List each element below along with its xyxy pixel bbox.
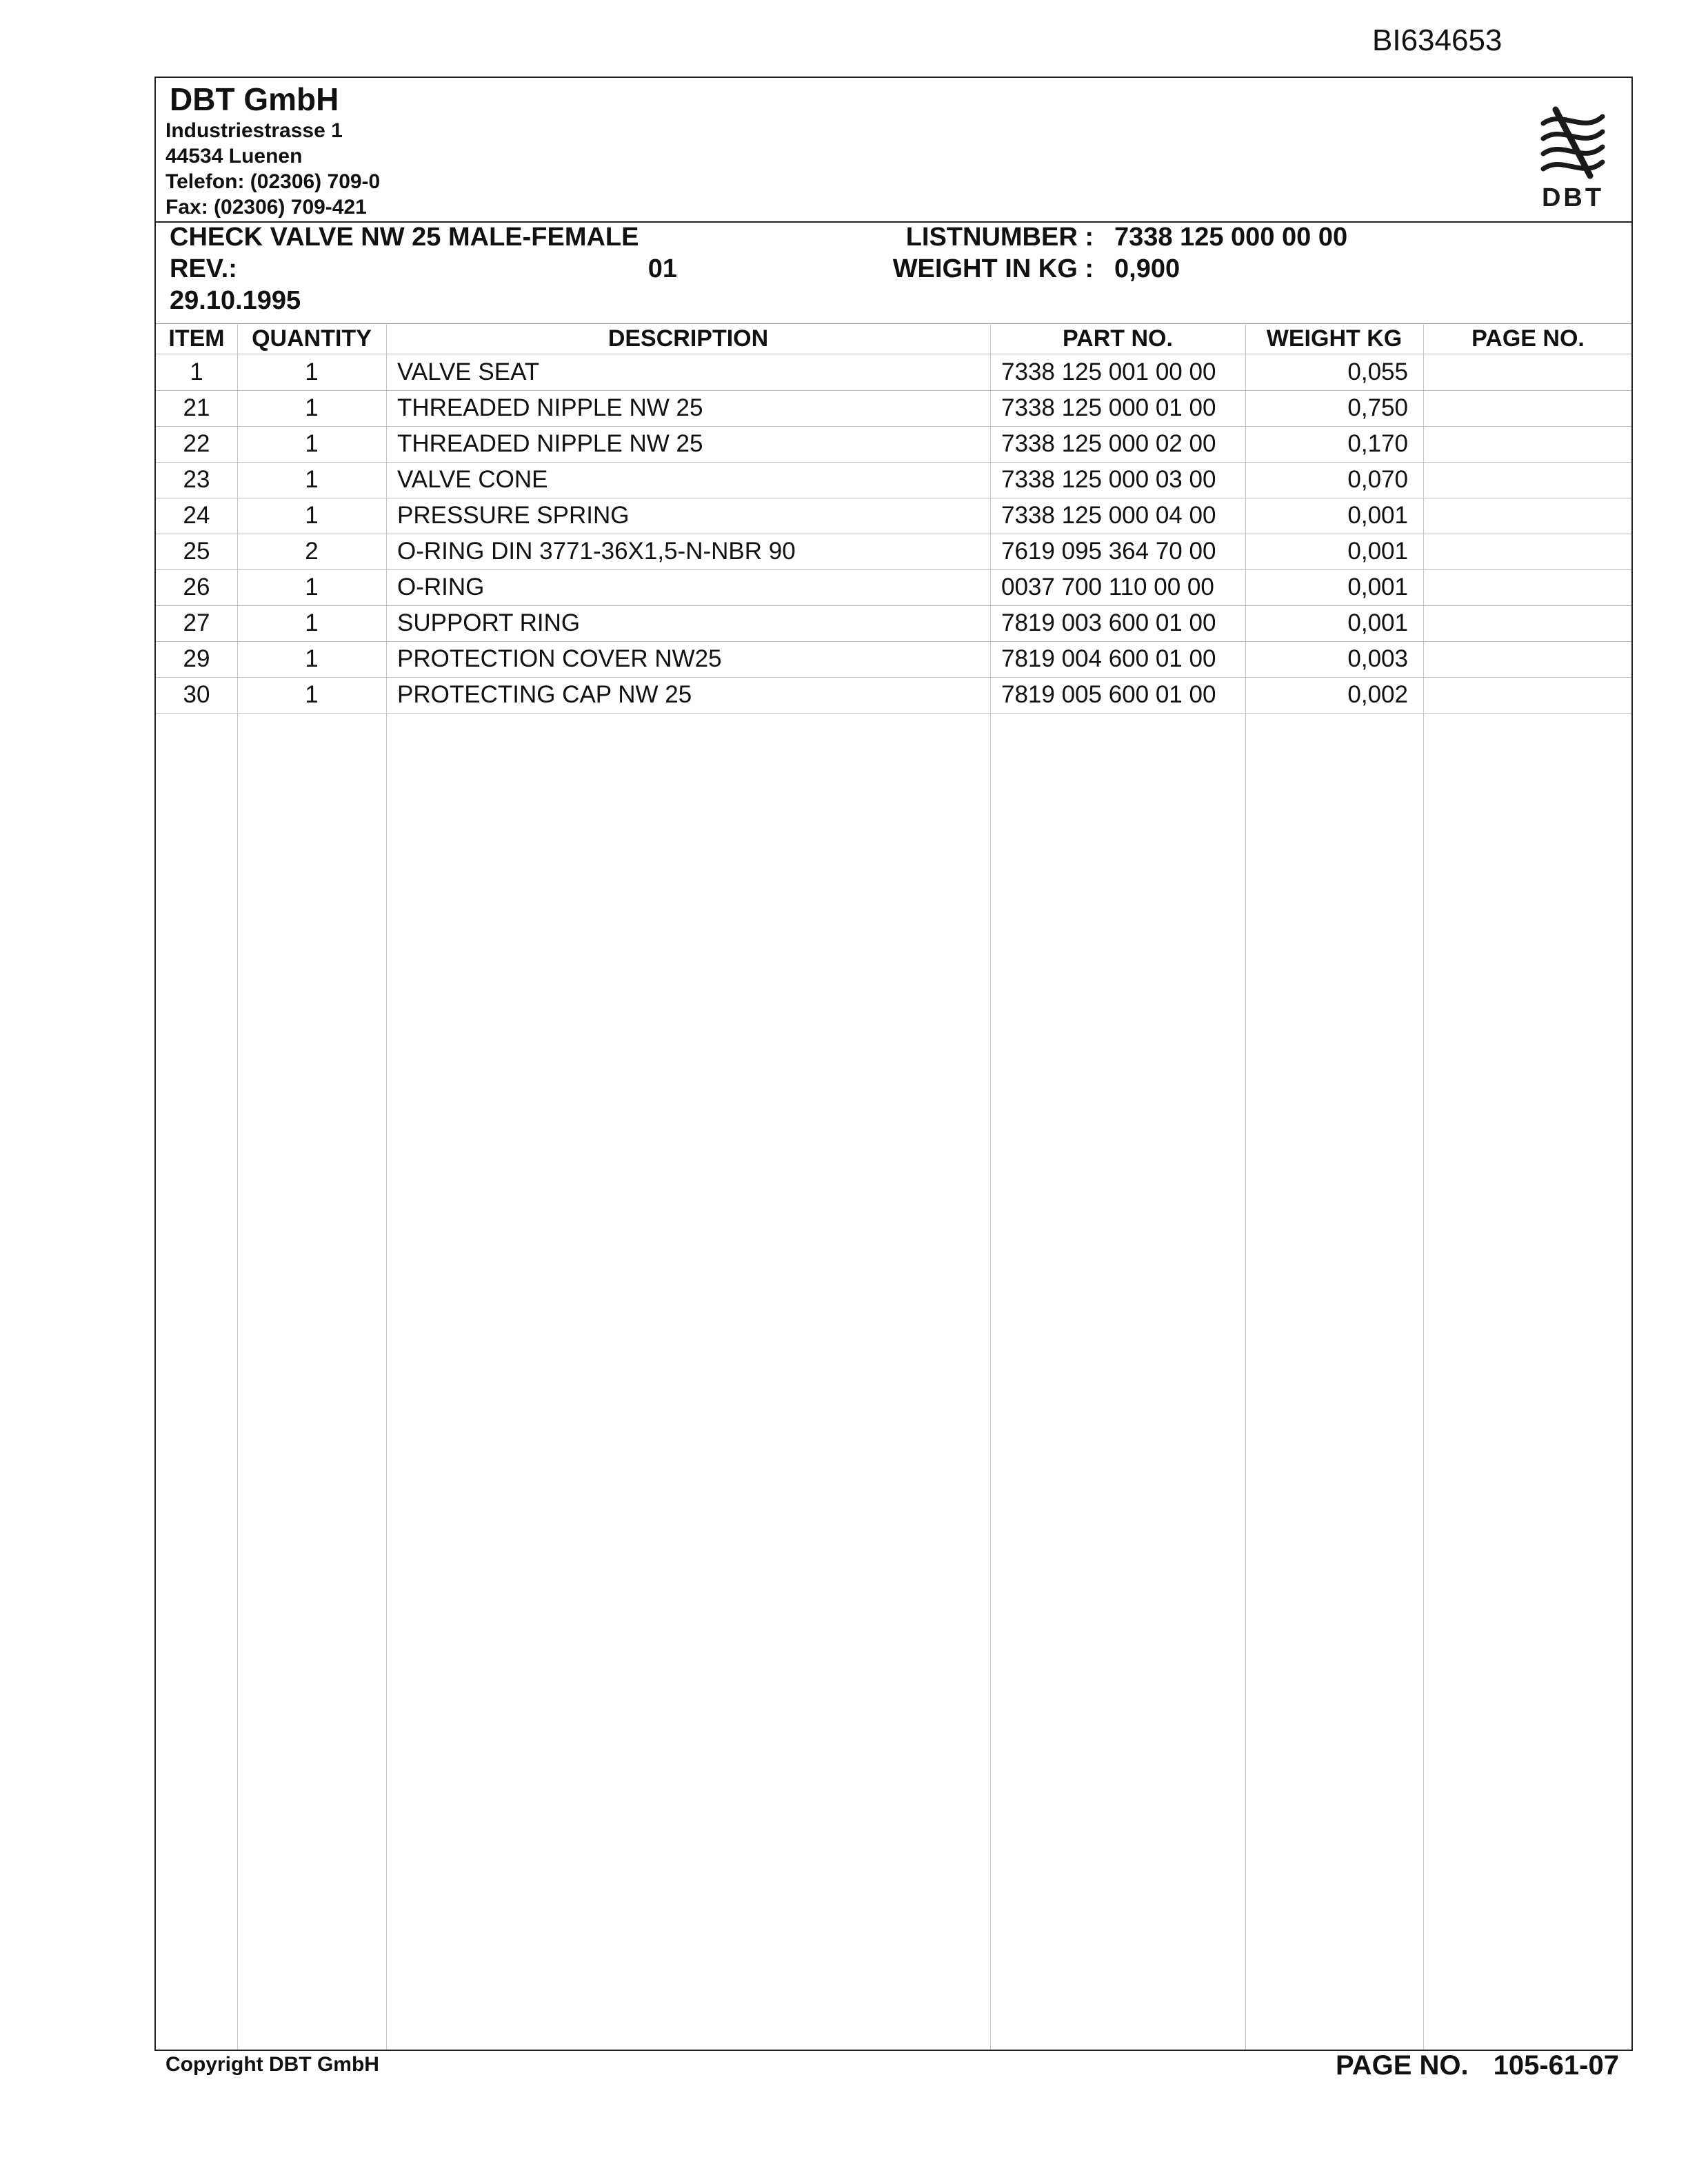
item-number: 1 — [190, 358, 203, 385]
weight: 0,001 — [1347, 574, 1408, 600]
listnumber-label: LISTNUMBER : — [905, 223, 1094, 252]
weight: 0,170 — [1347, 430, 1408, 457]
table-row — [156, 641, 1631, 678]
logo-text: DBT — [1541, 183, 1605, 212]
description: PRESSURE SPRING — [397, 502, 630, 529]
quantity: 1 — [305, 358, 319, 385]
weight-label: WEIGHT IN KG : — [892, 254, 1094, 283]
revision-value: 01 — [647, 254, 677, 283]
company-name: DBT GmbH — [170, 81, 339, 117]
page-number — [1336, 2050, 1619, 2081]
column-header-page-no: PAGE NO. — [1471, 325, 1585, 352]
item-number: 27 — [183, 609, 210, 636]
weight: 0,001 — [1347, 502, 1408, 529]
item-number: 30 — [183, 681, 210, 708]
quantity: 1 — [305, 681, 319, 708]
weight: 0,070 — [1347, 466, 1408, 493]
column-header-weight: WEIGHT KG — [1266, 325, 1403, 352]
weight: 0,750 — [1347, 394, 1408, 421]
total-weight-value: 0,900 — [1114, 254, 1180, 283]
description: PROTECTION COVER NW25 — [397, 645, 722, 672]
item-number: 23 — [183, 466, 210, 493]
column-header-part-no: PART NO. — [1063, 325, 1173, 352]
part-number: 7338 125 000 04 00 — [1001, 502, 1216, 529]
table-row — [156, 677, 1631, 714]
copyright-notice: Copyright DBT GmbH — [165, 2053, 379, 2076]
part-number: 7819 003 600 01 00 — [1001, 609, 1216, 636]
quantity: 2 — [305, 538, 319, 565]
table-row — [156, 569, 1631, 606]
parts-list-sheet — [154, 77, 1633, 2051]
description: PROTECTING CAP NW 25 — [397, 681, 692, 708]
title-block — [156, 221, 1631, 324]
weight: 0,001 — [1347, 609, 1408, 636]
company-fax: Fax: (02306) 709-421 — [165, 196, 367, 219]
part-number: 7819 004 600 01 00 — [1001, 645, 1216, 672]
description: SUPPORT RING — [397, 609, 581, 636]
parts-table — [156, 323, 1631, 2050]
weight: 0,002 — [1347, 681, 1408, 708]
weight: 0,055 — [1347, 358, 1408, 385]
description: O-RING — [397, 574, 485, 600]
table-row — [156, 354, 1631, 391]
quantity: 1 — [305, 609, 319, 636]
description: O-RING DIN 3771-36X1,5-N-NBR 90 — [397, 538, 796, 565]
weight: 0,001 — [1347, 538, 1408, 565]
company-phone: Telefon: (02306) 709-0 — [165, 170, 381, 193]
revision-label: REV.: — [170, 254, 237, 283]
weight: 0,003 — [1347, 645, 1408, 672]
revision-date: 29.10.1995 — [170, 286, 301, 315]
column-header-item: ITEM — [168, 325, 225, 352]
item-number: 26 — [183, 574, 210, 600]
table-row — [156, 498, 1631, 534]
quantity: 1 — [305, 502, 319, 529]
description: VALVE CONE — [397, 466, 548, 493]
table-row — [156, 605, 1631, 642]
item-number: 29 — [183, 645, 210, 672]
company-header — [156, 78, 1631, 223]
column-header-description: DESCRIPTION — [607, 325, 769, 352]
item-number: 24 — [183, 502, 210, 529]
quantity: 1 — [305, 466, 319, 493]
page-number-value: 105-61-07 — [1493, 2050, 1619, 2081]
part-number: 7338 125 000 01 00 — [1001, 394, 1216, 421]
item-number: 21 — [183, 394, 210, 421]
part-number: 7338 125 001 00 00 — [1001, 358, 1216, 385]
page-number-label: PAGE NO. — [1336, 2050, 1469, 2081]
part-number: 7819 005 600 01 00 — [1001, 681, 1216, 708]
company-street: Industriestrasse 1 — [165, 119, 343, 142]
table-row — [156, 462, 1631, 498]
description: THREADED NIPPLE NW 25 — [397, 430, 703, 457]
table-row — [156, 390, 1631, 427]
part-number: 7338 125 000 03 00 — [1001, 466, 1216, 493]
item-number: 22 — [183, 430, 210, 457]
quantity: 1 — [305, 574, 319, 600]
description: THREADED NIPPLE NW 25 — [397, 394, 703, 421]
item-number: 25 — [183, 538, 210, 565]
part-number: 7338 125 000 02 00 — [1001, 430, 1216, 457]
quantity: 1 — [305, 645, 319, 672]
company-city: 44534 Luenen — [165, 145, 303, 168]
assembly-description: CHECK VALVE NW 25 MALE-FEMALE — [170, 223, 639, 252]
document-id: BI634653 — [1372, 23, 1503, 57]
listnumber-value: 7338 125 000 00 00 — [1114, 223, 1348, 252]
description: VALVE SEAT — [397, 358, 540, 385]
table-row — [156, 534, 1631, 570]
quantity: 1 — [305, 430, 319, 457]
quantity: 1 — [305, 394, 319, 421]
part-number: 0037 700 110 00 00 — [1001, 574, 1214, 600]
dbt-logo-icon — [1535, 96, 1611, 213]
table-row — [156, 426, 1631, 463]
part-number: 7619 095 364 70 00 — [1001, 538, 1216, 565]
column-header-quantity: QUANTITY — [252, 325, 372, 352]
